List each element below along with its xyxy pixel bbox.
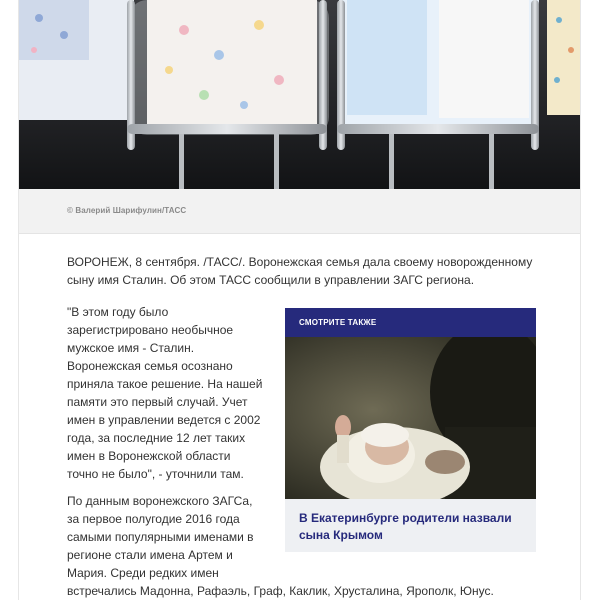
related-article-widget[interactable] (285, 308, 536, 552)
related-header (285, 308, 536, 337)
hero-photo-illustration (19, 0, 580, 189)
hero-photo (19, 0, 580, 189)
article-paragraph-quote: "В этом году было зарегистрировано необычное мужское имя - Сталин. Воронежская семья осознано приняла такое решение. На нашей памяти это первый случай. Учет имен в управлении ведется с 2002 года, за последние 12 лет таких имен в Воронежской области точно не было", - уточнили там. (67, 305, 263, 481)
article-paragraph-rare-names: встречались Мадонна, Рафаэль, Граф, Каклик, Хрусталина, Ярополк, Юнус. (67, 584, 494, 598)
article-card (18, 0, 581, 600)
article-paragraph-stats: По данным воронежского ЗАГСа, за первое полугодие 2016 года самыми популярными именами в регионе стали имена Артем и Мария. Среди редких имен (67, 494, 254, 580)
photo-caption-bar (19, 189, 580, 234)
related-image-illustration (285, 337, 536, 499)
related-article-title-link[interactable]: В Екатеринбурге родители назвали сына Крымом (299, 511, 512, 542)
article-lead: ВОРОНЕЖ, 8 сентября. /ТАСС/. Воронежская семья дала своему новорожденному сыну имя Сталин. Об этом ТАСС сообщили в управлении ЗАГС региона. (67, 255, 533, 287)
photo-credit: © Валерий Шарифулин/ТАСС (67, 206, 187, 215)
related-article-image[interactable] (285, 337, 536, 499)
related-header-label: СМОТРИТЕ ТАКЖЕ (299, 318, 377, 327)
